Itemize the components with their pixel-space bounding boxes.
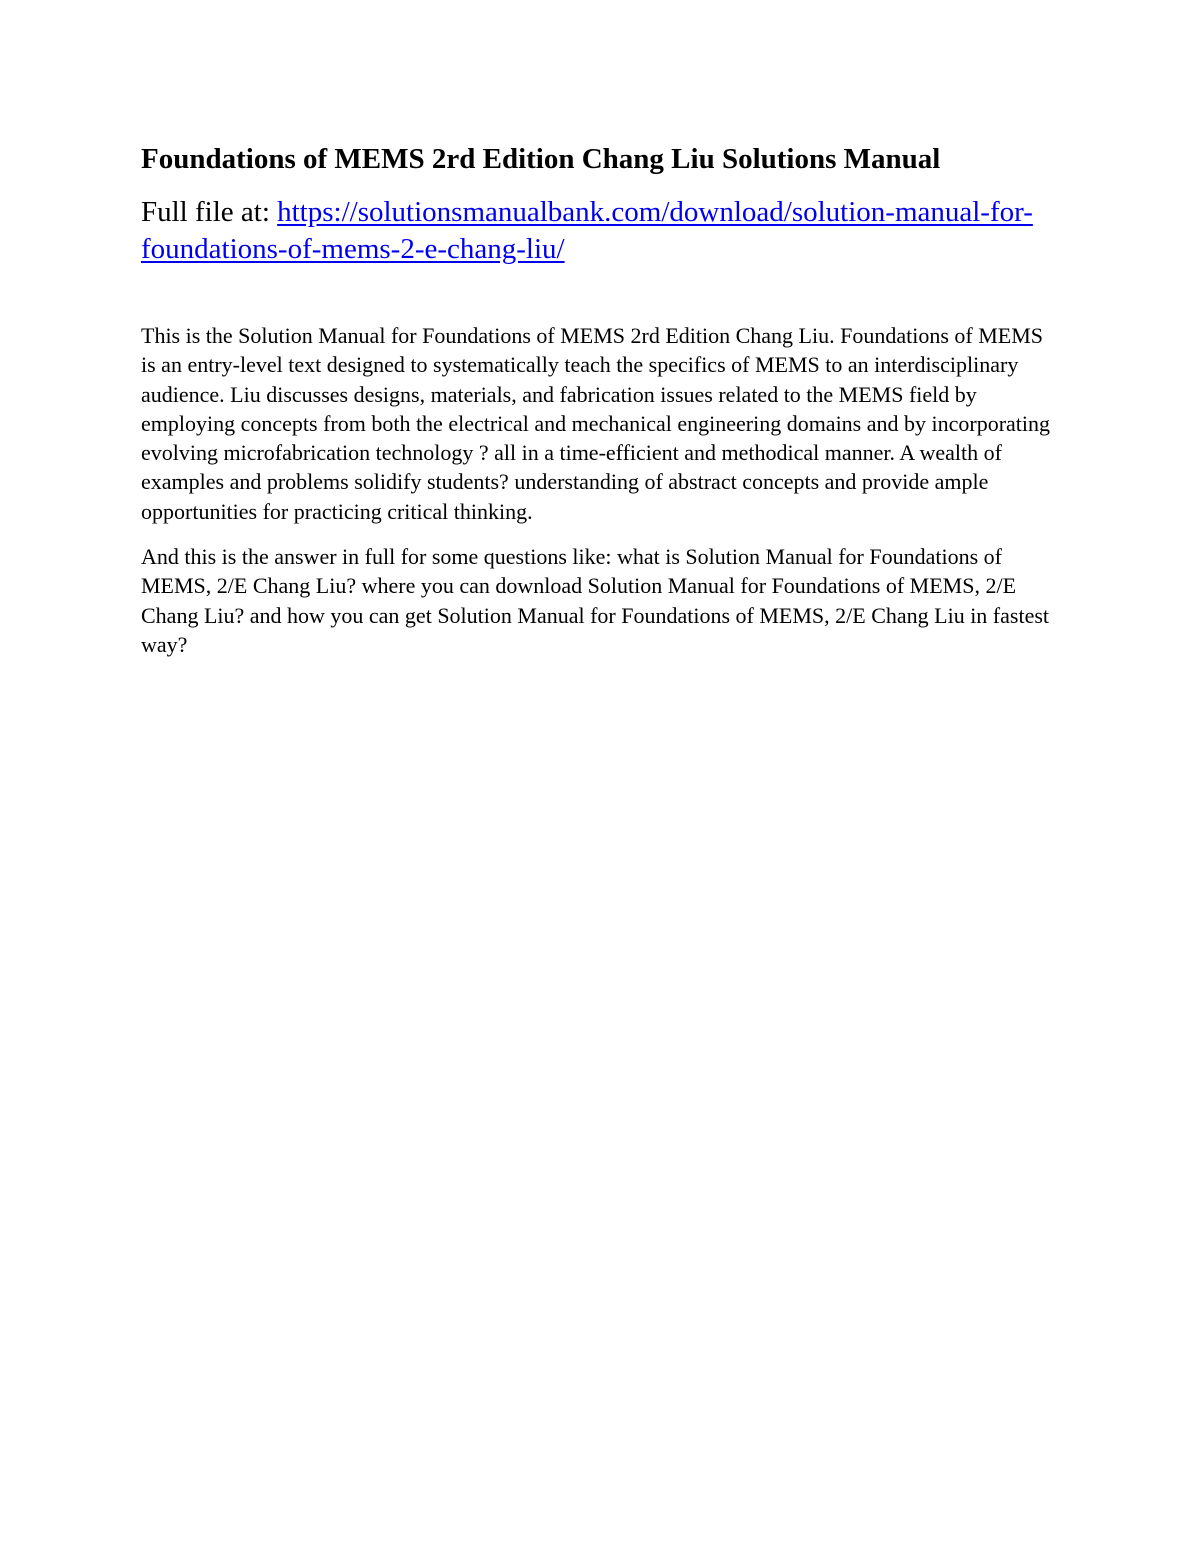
full-file-label: Full file at: xyxy=(141,196,278,228)
faq-paragraph: And this is the answer in full for some questions like: what is Solution Manual for Foundations of MEMS, 2/E Chang Liu? where you can download Solution Manual for Foundations of MEMS, 2/E Chang Liu? and how you can get Solution Manual for Foundations of MEMS, 2/E Chang Liu in fastest way? xyxy=(141,544,1050,657)
full-file-link[interactable]: https://solutionsmanualbank.com/download/solution-manual-for-foundations-of-mems-2-e-chang-liu/ xyxy=(141,196,1033,265)
document-content xyxy=(141,138,1053,659)
description-paragraph: This is the Solution Manual for Foundations of MEMS 2rd Edition Chang Liu. Foundations of MEMS is an entry-level text designed to systematically teach the specifics of MEMS to an interdisciplinary audience. Liu discusses designs, materials, and fabrication issues related to the MEMS field by employing concepts from both the electrical and mechanical engineering domains and by incorporating evolving microfabrication technology ? all in a time-efficient and methodical manner. A wealth of examples and problems solidify students? understanding of abstract concepts and provide ample opportunities for practicing critical thinking. xyxy=(141,323,1051,524)
full-file-line xyxy=(141,194,1053,268)
document-title: Foundations of MEMS 2rd Edition Chang Liu Solutions Manual xyxy=(141,143,941,175)
